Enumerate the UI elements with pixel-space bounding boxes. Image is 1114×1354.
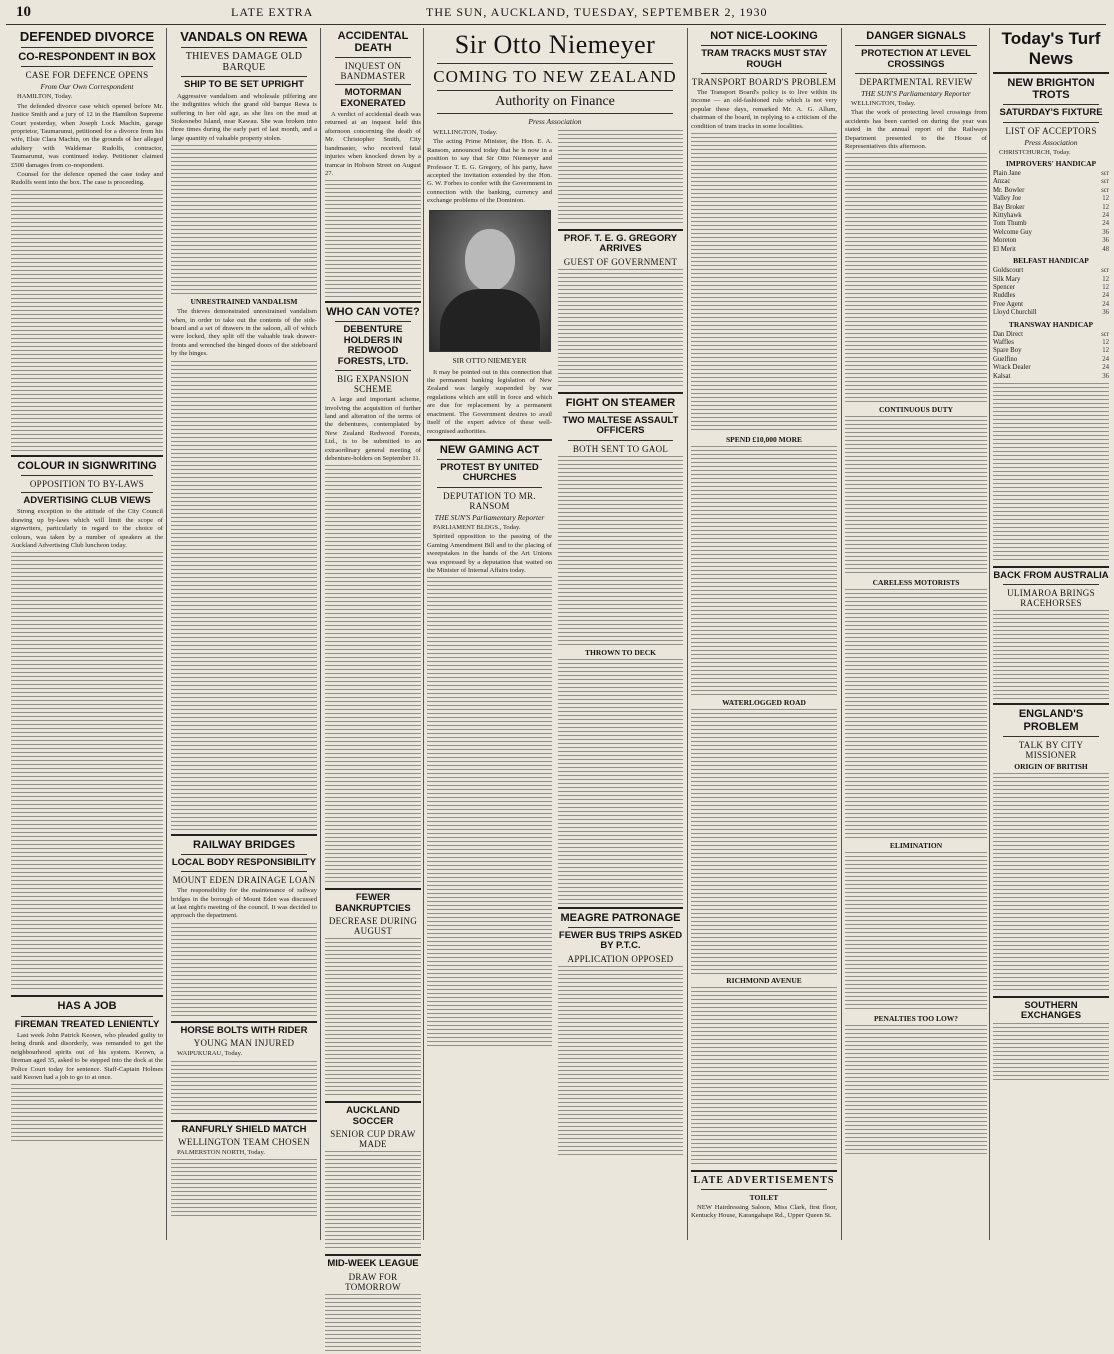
acceptor-row bbox=[993, 356, 1109, 364]
text-block bbox=[325, 938, 421, 1098]
deck-transport-board: TRANSPORT BOARD'S PROBLEM bbox=[691, 76, 837, 87]
deck-ulimaroa: ULIMAROA BRINGS RACEHORSES bbox=[1007, 588, 1095, 609]
paragraph: The thieves demonstrated unrestrained vandalism when, in order to take out the contents of the side-board and a set of drawers in the saloon, all of which were locked, they split off the valuable teak drawer-fronts and wrenched the hinged doors of the sideboard by the hinges. bbox=[171, 308, 317, 358]
headline-debenture-holders: DEBENTURE HOLDERS IN REDWOOD FORESTS, LTD. bbox=[337, 324, 409, 367]
text-block bbox=[11, 190, 163, 452]
dateline: CHRISTCHURCH, Today. bbox=[999, 148, 1071, 156]
article-bridges bbox=[171, 887, 317, 921]
headline-fight-steamer: FIGHT ON STEAMER bbox=[565, 396, 676, 409]
deck-wellington-team: WELLINGTON TEAM CHOSEN bbox=[178, 1137, 310, 1148]
acceptor-row bbox=[993, 204, 1109, 212]
text-block bbox=[845, 1025, 987, 1155]
deck-august: DECREASE DURING AUGUST bbox=[328, 916, 418, 937]
deck-departmental: DEPARTMENTAL REVIEW bbox=[859, 76, 973, 87]
horse-name: Waffles bbox=[993, 338, 1014, 346]
headline-united-churches: PROTEST BY UNITED CHURCHES bbox=[440, 462, 539, 484]
text-block bbox=[558, 130, 683, 226]
subhead-elimination: ELIMINATION bbox=[889, 841, 943, 851]
text-block bbox=[171, 1159, 317, 1219]
race-heading: IMPROVERS' HANDICAP bbox=[1005, 159, 1097, 169]
horse-name: Mr. Bowler bbox=[993, 186, 1025, 194]
text-block bbox=[558, 966, 683, 1156]
horse-name: Moreton bbox=[993, 237, 1017, 245]
deck-city-missioner: TALK BY CITY MISSIONER bbox=[1018, 739, 1084, 760]
text-block bbox=[845, 416, 987, 576]
headline-gaming-act: NEW GAMING ACT bbox=[439, 443, 540, 456]
handicap: 36 bbox=[1102, 372, 1109, 380]
deck-application: APPLICATION OPPOSED bbox=[567, 953, 674, 964]
column-2 bbox=[168, 28, 320, 1240]
deck-young-man: YOUNG MAN INJURED bbox=[193, 1038, 295, 1049]
subhead-careless: CARELESS MOTORISTS bbox=[872, 578, 960, 588]
text-block bbox=[325, 180, 421, 298]
acceptor-row bbox=[993, 309, 1109, 317]
headline-local-body: LOCAL BODY RESPONSIBILITY bbox=[171, 856, 317, 868]
headline-southern-exchanges: SOUTHERN EXCHANGES bbox=[1020, 999, 1082, 1022]
feature-body bbox=[427, 128, 683, 1158]
horse-name: Tom Thumb bbox=[993, 220, 1027, 228]
subhead-spend: SPEND £10,000 MORE bbox=[725, 435, 803, 444]
race-heading: BELFAST HANDICAP bbox=[1013, 256, 1089, 266]
text-block bbox=[993, 383, 1109, 563]
handicap: 24 bbox=[1102, 220, 1109, 228]
deck-thieves: THIEVES DAMAGE OLD BARQUE bbox=[185, 51, 303, 74]
headline-auckland-soccer: AUCKLAND SOCCER bbox=[346, 1105, 400, 1127]
deck-inquest: INQUEST ON BANDMASTER bbox=[340, 61, 406, 82]
handicap: 12 bbox=[1102, 283, 1109, 291]
dateline: PALMERSTON NORTH, Today. bbox=[177, 1149, 265, 1157]
subhead-richmond: RICHMOND AVENUE bbox=[726, 976, 802, 985]
handicap: 24 bbox=[1102, 364, 1109, 372]
acceptor-row bbox=[993, 284, 1109, 292]
handicap: 36 bbox=[1102, 228, 1109, 236]
paragraph: A verdict of accidental death was returned at an inquest held this afternoon concerning the death of Mr. Christopher Smith, City bandmaster, who received fatal injuries when knocked down by a tramcar in Hobson Street on August 27. bbox=[325, 111, 421, 177]
handicap: 12 bbox=[1102, 195, 1109, 203]
article-inquest bbox=[325, 111, 421, 178]
column-1 bbox=[8, 28, 166, 1240]
subhead-continuous-duty: CONTINUOUS DUTY bbox=[879, 405, 953, 415]
headline-back-from-australia: BACK FROM AUSTRALIA bbox=[993, 569, 1109, 581]
column-rule bbox=[320, 28, 321, 1240]
headline-ranfurly-shield: RANFURLY SHIELD MATCH bbox=[181, 1123, 307, 1135]
text-block bbox=[11, 552, 163, 992]
feature-left bbox=[427, 128, 552, 1158]
text-block bbox=[171, 361, 317, 831]
acceptor-row bbox=[993, 170, 1109, 178]
handicap: scr bbox=[1101, 186, 1109, 194]
text-block bbox=[993, 773, 1109, 993]
column-3 bbox=[322, 28, 424, 1292]
byline: THE SUN'S Parliamentary Reporter bbox=[434, 512, 545, 522]
handicap: 24 bbox=[1102, 212, 1109, 220]
masthead: THE SUN, AUCKLAND, TUESDAY, SEPTEMBER 2, 1930 bbox=[426, 5, 768, 19]
acceptor-row bbox=[993, 339, 1109, 347]
dateline: PARLIAMENT BLDGS., Today. bbox=[433, 523, 521, 531]
byline: THE SUN'S Parliamentary Reporter bbox=[861, 88, 971, 98]
headline-danger-signals: DANGER SIGNALS bbox=[866, 30, 966, 42]
headline-not-nice-looking: NOT NICE-LOOKING bbox=[710, 30, 818, 42]
subhead-waterlogged: WATERLOGGED ROAD bbox=[722, 698, 806, 707]
article-gaming bbox=[427, 524, 552, 575]
headline-defended-divorce: DEFENDED DIVORCE bbox=[19, 29, 155, 44]
handicap: 24 bbox=[1102, 300, 1109, 308]
byline: Press Association bbox=[1024, 137, 1078, 147]
article-ranfurly bbox=[171, 1149, 317, 1157]
article-redwood bbox=[325, 396, 421, 463]
deck-guest: GUEST OF GOVERNMENT bbox=[563, 256, 678, 267]
acceptor-row bbox=[993, 229, 1109, 237]
edition-label: LATE EXTRA bbox=[231, 5, 314, 19]
horse-name: Ruddles bbox=[993, 292, 1016, 300]
acceptor-row bbox=[993, 364, 1109, 372]
paragraph: It may be pointed out in this connection that the permanent banking legislation of New Zealand was largely suspended by war regulations which are still in force and which are due for replacement by a permanent enactment. The Government desires to avail itself of the expert advice of these well-recognised authorities. bbox=[427, 368, 552, 435]
text-block bbox=[691, 446, 837, 696]
acceptors-list-3 bbox=[993, 331, 1109, 381]
paragraph: Spirited opposition to the passing of the Gaming Amendment Bill and to the placing of sweepstakes in the hands of the Art Unions was expressed by a deputation that waited on the Minister of Internal Affairs today. bbox=[427, 533, 552, 574]
headline-co-respondent: CO-RESPONDENT IN BOX bbox=[18, 51, 156, 64]
handicap: 24 bbox=[1102, 292, 1109, 300]
headline-accidental-death: ACCIDENTAL DEATH bbox=[337, 30, 409, 55]
headline-level-crossings: PROTECTION AT LEVEL CROSSINGS bbox=[861, 48, 971, 70]
paragraph: Last week John Patrick Keown, who pleaded guilty to being drunk and disorderly, was remanded to get the neighbourhood spirits out of his system. Keown, a fireman aged 35, asked to be stepped into the dock at the Police Court today for sentence. Staff-Captain Holmes said Keown had a job to go to at once. bbox=[11, 1031, 163, 1081]
column-7 bbox=[990, 28, 1112, 1240]
handicap: 12 bbox=[1102, 275, 1109, 283]
page-header bbox=[6, 2, 1106, 25]
text-block bbox=[325, 1151, 421, 1251]
text-block bbox=[691, 709, 837, 974]
headline-vandals-rewa: VANDALS ON REWA bbox=[180, 29, 308, 44]
headline-englands-problem: ENGLAND'S PROBLEM bbox=[1018, 708, 1084, 733]
headline-gregory-arrives: PROF. T. E. G. GREGORY ARRIVES bbox=[563, 233, 678, 255]
acceptor-row bbox=[993, 301, 1109, 309]
paragraph: That the work of protecting level crossings from accidents has been carried on during the year was stated in the annual report of the Railways Department presented to the House of Representatives this afternoon. bbox=[845, 109, 987, 150]
dateline: WELLINGTON, Today. bbox=[851, 99, 916, 107]
text-block bbox=[325, 465, 421, 885]
turf-news-title: Today's Turf News bbox=[1001, 29, 1101, 68]
headline-tram-tracks: TRAM TRACKS MUST STAY ROUGH bbox=[701, 48, 827, 70]
acceptor-row bbox=[993, 195, 1109, 203]
column-4 bbox=[424, 28, 686, 1240]
handicap: 12 bbox=[1102, 203, 1109, 211]
paragraph: The Transport Board's policy is to live within its income — an old-fashioned rule which is not very popular these days, remarked Mr. A. G. Allum, chairman of the board, in replying to a criticism of the condition of tram tracks in some localities. bbox=[691, 88, 837, 130]
subhead-thrown: THROWN TO DECK bbox=[585, 647, 656, 657]
horse-name: Bay Broker bbox=[993, 203, 1025, 211]
column-5 bbox=[688, 28, 840, 1240]
handicap: 24 bbox=[1102, 355, 1109, 363]
acceptor-row bbox=[993, 276, 1109, 284]
headline-colour-signwriting: COLOUR IN SIGNWRITING bbox=[17, 459, 157, 472]
handicap: scr bbox=[1101, 170, 1109, 178]
paragraph: Strong exception to the attitude of the City Council drawing up by-laws which will limit the scope of signwriters, particularly in regard to the choice of colours, was taken by a number of speakers at the Auckland Advertising Club luncheon today. bbox=[11, 508, 163, 550]
headline-advertising-club: ADVERTISING CLUB VIEWS bbox=[23, 494, 151, 506]
headline-fireman: FIREMAN TREATED LENIENTLY bbox=[14, 1018, 160, 1030]
text-block bbox=[691, 987, 837, 1167]
acceptor-row bbox=[993, 212, 1109, 220]
paragraph: The acting Prime Minister, the Hon. E. A. Ransom, announced today that he is now in a position to say that Sir Otto Niemeyer and Professor T. E. G. Gregory, of his party, have accepted the invitation extended by the Hon. G. W. Forbes to confer with the Government in connection with the banking, currency and exchange problems of the Dominion. bbox=[427, 138, 552, 205]
turf-intro bbox=[993, 149, 1109, 157]
deck-gaol: BOTH SENT TO GAOL bbox=[572, 443, 669, 454]
text-block bbox=[993, 1023, 1109, 1083]
article-horse bbox=[171, 1050, 317, 1058]
dateline: WAIPUKURAU, Today. bbox=[177, 1050, 243, 1058]
headline-maltese: TWO MALTESE ASSAULT OFFICERS bbox=[562, 414, 679, 437]
horse-name: Guelfino bbox=[993, 355, 1018, 363]
handicap: 36 bbox=[1102, 237, 1109, 245]
horse-name: Anzac bbox=[993, 178, 1011, 186]
article-signwriting bbox=[11, 508, 163, 550]
feature-subtitle: COMING TO NEW ZEALAND bbox=[433, 67, 677, 86]
deck-expansion: BIG EXPANSION SCHEME bbox=[337, 374, 409, 395]
handicap: 12 bbox=[1102, 347, 1109, 355]
article-tram bbox=[691, 89, 837, 131]
headline-bus-trips: FEWER BUS TRIPS ASKED BY P.T.C. bbox=[558, 929, 683, 952]
feature-right bbox=[558, 128, 683, 1158]
page-number: 10 bbox=[16, 4, 31, 20]
column-rule bbox=[166, 28, 167, 1240]
article-crossings bbox=[845, 100, 987, 151]
deck-by-laws: OPPOSITION TO BY-LAWS bbox=[29, 478, 145, 489]
article-rewa bbox=[171, 93, 317, 143]
text-block bbox=[171, 923, 317, 1018]
text-block bbox=[845, 153, 987, 403]
late-advertisements-heading: LATE ADVERTISEMENTS bbox=[693, 1175, 835, 1186]
portrait-photo bbox=[429, 210, 551, 352]
text-block bbox=[171, 145, 317, 295]
acceptor-row bbox=[993, 292, 1109, 300]
horse-name: Goldscourt bbox=[993, 267, 1024, 275]
text-block bbox=[325, 1294, 421, 1354]
acceptor-row bbox=[993, 373, 1109, 381]
deck-cup-draw: SENIOR CUP DRAW MADE bbox=[330, 1129, 416, 1150]
feature-subtitle-2: Authority on Finance bbox=[495, 94, 615, 109]
text-block bbox=[845, 589, 987, 839]
headline-saturday-fixture: SATURDAY'S FIXTURE bbox=[999, 107, 1103, 119]
text-block bbox=[11, 1084, 163, 1144]
acceptors-list-1 bbox=[993, 170, 1109, 254]
headline-horse-bolts: HORSE BOLTS WITH RIDER bbox=[180, 1024, 308, 1036]
handicap: 12 bbox=[1102, 338, 1109, 346]
horse-name: Valley Joe bbox=[993, 195, 1022, 203]
paragraph: Counsel for the defence opened the case today and Rudolfs went into the box. The case is proceeding. bbox=[11, 171, 163, 187]
headline-railway-bridges: RAILWAY BRIDGES bbox=[192, 838, 296, 851]
headline-has-a-job: HAS A JOB bbox=[57, 1000, 117, 1013]
classified-ad bbox=[691, 1204, 837, 1221]
headline-who-can-vote: WHO CAN VOTE? bbox=[326, 306, 420, 319]
headline-meagre-patronage: MEAGRE PATRONAGE bbox=[560, 911, 681, 924]
article-niemeyer-cont bbox=[427, 369, 552, 436]
acceptor-row bbox=[993, 220, 1109, 228]
photo-caption: SIR OTTO NIEMEYER bbox=[452, 355, 527, 365]
deck-draw-tomorrow: DRAW FOR TOMORROW bbox=[345, 1271, 401, 1292]
byline: From Our Own Correspondent bbox=[40, 82, 134, 92]
acceptor-row bbox=[993, 331, 1109, 339]
feature-title: Sir Otto Niemeyer bbox=[454, 30, 656, 59]
text-block bbox=[993, 610, 1109, 700]
acceptor-row bbox=[993, 347, 1109, 355]
acceptor-row bbox=[993, 237, 1109, 245]
text-block bbox=[558, 456, 683, 646]
article-divorce bbox=[11, 93, 163, 187]
horse-name: Kittyhawk bbox=[993, 212, 1022, 220]
subhead-origin: ORIGIN OF BRITISH bbox=[1014, 761, 1088, 771]
deck-drainage-loan: MOUNT EDEN DRAINAGE LOAN bbox=[172, 875, 316, 886]
paragraph: NEW Hairdressing Saloon, Miss Clark, first floor, Kentucky House, Karangahape Rd., Upper Queen St. bbox=[691, 1204, 837, 1220]
column-6 bbox=[842, 28, 990, 1240]
paragraph: The responsibility for the maintenance of railway bridges in the borough of Mount Eden was discussed at last night's meeting of the council. It was decided to approach the department. bbox=[171, 887, 317, 920]
acceptor-row bbox=[993, 187, 1109, 195]
acceptor-row bbox=[993, 246, 1109, 254]
text-block bbox=[845, 852, 987, 1012]
subhead-vandalism: UNRESTRAINED VANDALISM bbox=[190, 297, 298, 307]
headline-motorman: MOTORMAN EXONERATED bbox=[340, 87, 406, 109]
acceptors-list-2 bbox=[993, 267, 1109, 317]
handicap: scr bbox=[1101, 330, 1109, 338]
horse-name: Welcome Guy bbox=[993, 228, 1032, 236]
horse-name: Plain Jane bbox=[993, 170, 1021, 178]
race-heading: TRANSWAY HANDICAP bbox=[1008, 319, 1094, 329]
acceptor-row bbox=[993, 178, 1109, 186]
article-rewa-cont bbox=[171, 308, 317, 358]
headline-fewer-bankruptcies: FEWER BANKRUPTCIES bbox=[335, 892, 411, 914]
horse-name: Dan Direct bbox=[993, 330, 1024, 338]
handicap: 48 bbox=[1102, 245, 1109, 253]
text-block bbox=[427, 577, 552, 1047]
horse-name: Kalsat bbox=[993, 372, 1011, 380]
subhead-penalties: PENALTIES TOO LOW? bbox=[873, 1014, 959, 1024]
horse-name: Wrack Dealer bbox=[993, 364, 1031, 372]
ad-category: TOILET bbox=[749, 1193, 779, 1202]
paragraph: Aggressive vandalism and wholesale pilfering are the indignities which the grand old barque Rewa is suffering in her old age, as she lies on the mud at Stokesnebo Island, near Kawau. She was broken into three times during the early part of last month, and a large quantity of valuable property stolen. bbox=[171, 92, 317, 142]
headline-new-brighton: NEW BRIGHTON TROTS bbox=[1007, 77, 1095, 102]
paragraph: A large and important scheme, involving the acquisition of further land and alteration of the terms of the debentures, contemplated by New Zealand Redwood Forests, Ltd., is to be submitted to an extraordinary general meeting of debenture-holders on September 11. bbox=[325, 396, 421, 462]
acceptor-row bbox=[993, 267, 1109, 275]
horse-name: Free Agent bbox=[993, 300, 1024, 308]
horse-name: Lloyd Churchill bbox=[993, 309, 1037, 317]
paragraph: The defended divorce case which opened before Mr. Justice Smith and a jury of 12 in the Hamilton Supreme Court yesterday, when Joseph Lock Machin, garage proprietor, Taumarunui, petitioned for a divorce from his wife, Elsie Clara Machin, on the grounds of her alleged adultery with Waldemar Rudolfs, contractor, Taumarunui, was continued today. Petitioner claimed £500 damages from co-respondent. bbox=[11, 102, 163, 169]
text-block bbox=[691, 133, 837, 433]
horse-name: El Merit bbox=[993, 245, 1016, 253]
horse-name: Spare Boy bbox=[993, 347, 1022, 355]
handicap: scr bbox=[1101, 267, 1109, 275]
handicap: 36 bbox=[1102, 309, 1109, 317]
deck-deputation: DEPUTATION TO MR. RANSOM bbox=[443, 490, 536, 511]
text-block bbox=[558, 269, 683, 389]
headline-ship-upright: SHIP TO BE SET UPRIGHT bbox=[183, 79, 304, 91]
handicap: scr bbox=[1101, 178, 1109, 186]
dateline: WELLINGTON, Today. bbox=[433, 129, 498, 136]
dateline: HAMILTON, Today. bbox=[17, 93, 73, 101]
article-niemeyer bbox=[427, 129, 552, 206]
deck-acceptors: LIST OF ACCEPTORS bbox=[1005, 125, 1097, 136]
headline-mid-week-league: MID-WEEK LEAGUE bbox=[327, 1258, 419, 1270]
text-block bbox=[171, 1061, 317, 1117]
article-fireman bbox=[11, 1032, 163, 1082]
text-block bbox=[558, 659, 683, 904]
deck-defence-opens: CASE FOR DEFENCE OPENS bbox=[25, 70, 149, 81]
byline: Press Association bbox=[528, 117, 582, 126]
horse-name: Spencer bbox=[993, 283, 1015, 291]
horse-name: Silk Mary bbox=[993, 275, 1021, 283]
